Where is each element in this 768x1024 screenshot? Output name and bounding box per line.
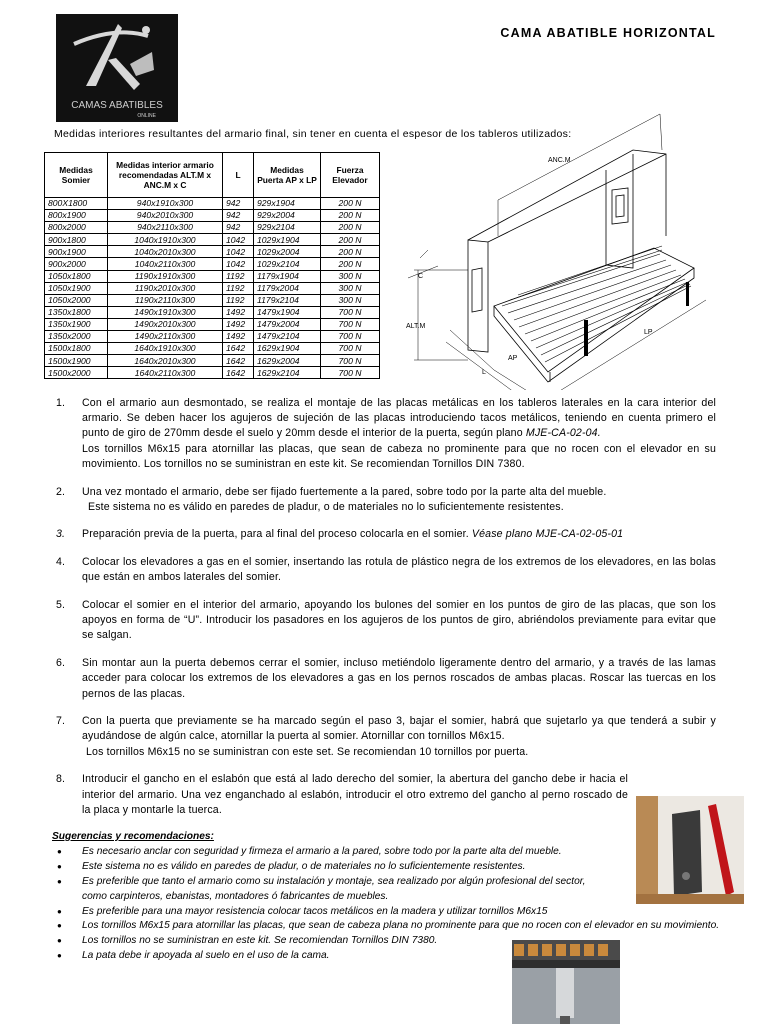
document-title: CAMA ABATIBLE HORIZONTAL <box>500 26 716 40</box>
table-cell: 1500x1800 <box>45 343 108 355</box>
table-cell: 1050x1900 <box>45 282 108 294</box>
table-cell: 300 N <box>321 294 380 306</box>
table-row <box>45 367 380 379</box>
step-number: 6. <box>56 657 66 670</box>
table-cell: 200 N <box>321 246 380 258</box>
table-cell: 1350x1900 <box>45 318 108 330</box>
table-cell: 200 N <box>321 258 380 270</box>
table-row <box>45 270 380 282</box>
step-8 <box>50 772 716 818</box>
table-cell: 1479x1904 <box>254 306 321 318</box>
label-c: C <box>418 273 424 280</box>
step-number: 3. <box>56 528 66 541</box>
suggestions-title: Sugerencias y recomendaciones: <box>52 831 214 842</box>
instruction-steps <box>50 396 716 830</box>
table-cell: 940x1910x300 <box>108 198 223 210</box>
table-cell: 900x2000 <box>45 258 108 270</box>
table-row <box>45 282 380 294</box>
table-cell: 1500x2000 <box>45 367 108 379</box>
table-cell: 800x1900 <box>45 210 108 222</box>
step-note: Los tornillos M6x15 no se suministran con este set. Se recomiendan 10 tornillos por puerta. <box>86 745 529 758</box>
dimensions-table <box>44 152 380 379</box>
logo-sub-text: ONLINE <box>137 113 156 119</box>
table-cell: 929x2104 <box>254 222 321 234</box>
table-row <box>45 331 380 343</box>
col-header-armario: Medidas interior armario recomendadas ALT.M x ANC.M x C <box>108 153 223 198</box>
table-cell: 200 N <box>321 234 380 246</box>
step-text: Preparación previa de la puerta, para al final del proceso colocarla en el somier. <box>82 528 472 541</box>
table-cell: 200 N <box>321 222 380 234</box>
table-cell: 1642 <box>223 343 254 355</box>
table-cell: 929x2004 <box>254 210 321 222</box>
table-row <box>45 306 380 318</box>
step-text: Con el armario aun desmontado, se realiza el montaje de las placas metálicas en los tableros laterales en la cara interior del armario. Se deben hacer los agujeros de sujeción de las placas introduciendo tacos metálicos, teniendo en cuenta primero el punto de giro de 270mm desde el suelo y 20mm desde el interior de la puerta, según plano <box>82 397 716 440</box>
table-cell: 1179x1904 <box>254 270 321 282</box>
table-cell: 1629x2104 <box>254 367 321 379</box>
step-text: Con la puerta que previamente se ha marcado según el paso 3, bajar el somier, habrá que sujetarlo ya que tenderá a subir y ayudándose de algún calce, atornillar la puerta al somier. Atornillar con tornillos M6x15. <box>82 715 716 743</box>
label-lp: LP <box>644 329 653 336</box>
logo-bed-icon <box>56 14 178 122</box>
table-cell: 1050x1800 <box>45 270 108 282</box>
table-cell: 1640x2010x300 <box>108 355 223 367</box>
step-number: 1. <box>56 397 66 409</box>
col-header-l: L <box>223 153 254 198</box>
table-row <box>45 222 380 234</box>
step-text: Colocar los elevadores a gas en el somier, insertando las rotula de plástico negra de los extremos de los elevadores, en las bolas que están en ambos laterales del somier. <box>82 556 716 584</box>
table-cell: 1192 <box>223 294 254 306</box>
list-item: ● Los tornillos M6x15 para atornillar las placas, que sean de cabeza plana no prominente para que no rocen con el elevador en su movimiento. <box>52 919 720 934</box>
table-cell: 1490x1910x300 <box>108 306 223 318</box>
table-cell: 1190x2010x300 <box>108 282 223 294</box>
step-3 <box>50 527 716 542</box>
col-header-puerta: Medidas Puerta AP x LP <box>254 153 321 198</box>
table-cell: 1179x2004 <box>254 282 321 294</box>
table-cell: 1040x2010x300 <box>108 246 223 258</box>
table-cell: 1040x1910x300 <box>108 234 223 246</box>
table-cell: 1190x2110x300 <box>108 294 223 306</box>
table-row <box>45 294 380 306</box>
table-row <box>45 355 380 367</box>
table-cell: 1640x2110x300 <box>108 367 223 379</box>
table-cell: 800X1800 <box>45 198 108 210</box>
table-cell: 1492 <box>223 306 254 318</box>
table-row <box>45 198 380 210</box>
step-number: 8. <box>56 773 66 786</box>
table-cell: 1190x1910x300 <box>108 270 223 282</box>
step-4 <box>50 555 716 585</box>
table-cell: 1500x1900 <box>45 355 108 367</box>
list-item: ● Es preferible que tanto el armario como su instalación y montaje, sea realizado por algún profesional del sector, como carpinteros, ebanistas, montadores ó fabricantes de muebles. <box>52 875 610 905</box>
table-cell: 1640x1910x300 <box>108 343 223 355</box>
table-cell: 1492 <box>223 318 254 330</box>
table-row <box>45 258 380 270</box>
table-body <box>45 198 380 379</box>
table-cell: 1490x2010x300 <box>108 318 223 330</box>
label-anc: ANC.M <box>548 157 571 164</box>
table-row <box>45 210 380 222</box>
col-header-fuerza: Fuerza Elevador <box>321 153 380 198</box>
table-cell: 1492 <box>223 331 254 343</box>
step-number: 4. <box>56 556 66 569</box>
table-cell: 700 N <box>321 318 380 330</box>
table-cell: 1042 <box>223 258 254 270</box>
step-number: 2. <box>56 485 66 498</box>
table-cell: 942 <box>223 222 254 234</box>
table-cell: 1479x2104 <box>254 331 321 343</box>
bed-dimension-diagram <box>398 110 728 390</box>
table-cell: 1050x2000 <box>45 294 108 306</box>
table-cell: 700 N <box>321 306 380 318</box>
table-cell: 700 N <box>321 367 380 379</box>
table-cell: 1490x2110x300 <box>108 331 223 343</box>
table-cell: 1192 <box>223 282 254 294</box>
table-cell: 1350x1800 <box>45 306 108 318</box>
table-cell: 1029x1904 <box>254 234 321 246</box>
label-ap: AP <box>508 355 518 362</box>
table-cell: 1479x2004 <box>254 318 321 330</box>
table-cell: 1029x2104 <box>254 258 321 270</box>
table-cell: 700 N <box>321 343 380 355</box>
leg-photo <box>512 940 620 1024</box>
table-cell: 900x1900 <box>45 246 108 258</box>
table-cell: 700 N <box>321 331 380 343</box>
table-cell: 942 <box>223 198 254 210</box>
table-cell: 300 N <box>321 282 380 294</box>
table-cell: 1040x2110x300 <box>108 258 223 270</box>
table-cell: 1179x2104 <box>254 294 321 306</box>
step-note: Este sistema no es válido en paredes de pladur, o de materiales no lo suficientemente resistentes. <box>88 500 564 513</box>
step-number: 7. <box>56 715 66 728</box>
list-item: ● Los tornillos no se suministran en este kit. Se recomiendan Tornillos DIN 7380. <box>52 934 720 949</box>
table-cell: 1042 <box>223 246 254 258</box>
table-cell: 1192 <box>223 270 254 282</box>
list-item: ● La pata debe ir apoyada al suelo en el uso de la cama. <box>52 949 720 964</box>
logo-brand-text: CAMAS ABATIBLES <box>71 100 163 111</box>
list-item: ● Es necesario anclar con seguridad y firmeza el armario a la pared, sobre todo por la parte alta del mueble. <box>52 845 720 860</box>
table-cell: 1629x2004 <box>254 355 321 367</box>
table-cell: 300 N <box>321 270 380 282</box>
table-cell: 900x1800 <box>45 234 108 246</box>
step-text: Colocar el somier en el interior del armario, apoyando los bulones del somier en los puntos de giro de las placas, que son los apoyos en forma de “U”. Introducir los pasadores en los agujeros de los puntos de giro, abriéndolos previamente para evitar que se salgan. <box>82 599 716 642</box>
label-l: L <box>482 369 486 376</box>
table-cell: 1642 <box>223 367 254 379</box>
table-cell: 1350x2000 <box>45 331 108 343</box>
company-logo <box>56 14 178 122</box>
label-alt: ALT.M <box>406 323 426 330</box>
step-text: Sin montar aun la puerta debemos cerrar el somier, incluso metiéndolo ligeramente dentro del armario, y a través de las lamas acceder para colocar los extremos de los elevadores a gas en los pernos roscados de ambas placas. Roscar las tuercas en los pernos de las placas. <box>82 657 716 700</box>
table-cell: 1042 <box>223 234 254 246</box>
step-text: Una vez montado el armario, debe ser fijado fuertemente a la pared, sobre todo por la parte alta del mueble. <box>82 485 607 498</box>
col-header-somier: Medidas Somier <box>45 153 108 198</box>
table-cell: 700 N <box>321 355 380 367</box>
table-cell: 200 N <box>321 198 380 210</box>
table-cell: 1642 <box>223 355 254 367</box>
step-number: 5. <box>56 599 66 612</box>
list-item: ● Es preferible para una mayor resistencia colocar tacos metálicos en la madera y utilizar tornillos M6x15 <box>52 905 720 920</box>
step-7 <box>50 714 716 760</box>
table-cell: 940x2010x300 <box>108 210 223 222</box>
table-cell: 940x2110x300 <box>108 222 223 234</box>
list-item: ● Este sistema no es válido en paredes de pladur, o de materiales no lo suficientemente resistentes. <box>52 860 720 875</box>
table-cell: 929x1904 <box>254 198 321 210</box>
step-text: Introducir el gancho en el eslabón que está al lado derecho del somier, la abertura del gancho debe ir hacia el interior del armario. Una vez enganchado al eslabón, introducir el otro extremo del gancho al perno roscado de la placa y montarle la tuerca. <box>82 773 628 816</box>
table-row <box>45 246 380 258</box>
table-cell: 200 N <box>321 210 380 222</box>
table-cell: 942 <box>223 210 254 222</box>
table-cell: 1629x1904 <box>254 343 321 355</box>
table-row <box>45 343 380 355</box>
table-cell: 800x2000 <box>45 222 108 234</box>
table-header-row <box>45 153 380 198</box>
intro-text: Medidas interiores resultantes del armario final, sin tener en cuenta el espesor de los tableros utilizados: <box>54 128 572 140</box>
table-row <box>45 318 380 330</box>
step-2 <box>50 485 716 515</box>
table-cell: 1029x2004 <box>254 246 321 258</box>
plan-reference: Véase plano MJE-CA-02-05-01 <box>471 528 624 541</box>
table-row <box>45 234 380 246</box>
step-note: Los tornillos M6x15 para atornillar las placas, que sean de cabeza no prominente para que no rocen con el elevador en su movimiento. Los tornillos no se suministran en este kit. Se recomiendan Tornillos DIN 7380. <box>82 442 716 470</box>
step-6 <box>50 656 716 702</box>
plan-reference: MJE-CA-02-04. <box>525 427 601 440</box>
step-5 <box>50 598 716 644</box>
step-1 <box>50 396 716 472</box>
